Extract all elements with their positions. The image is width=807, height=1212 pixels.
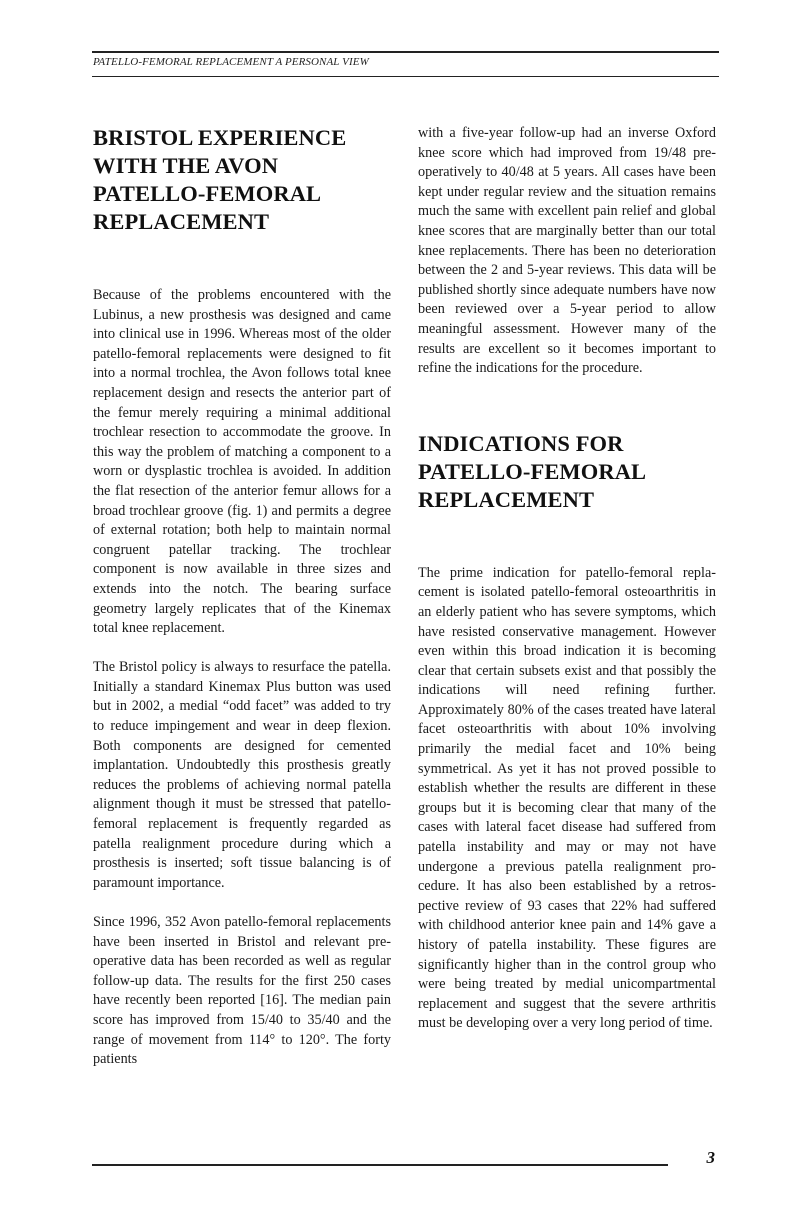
body-paragraph-continued: with a five-year follow-up had an inverse Oxford knee score which had improved from 19/48 pre-operatively to 40/48 at 5 years. All cases have been kept under regular review and the situation remains much the same with excellent pain relief and global knee scores that are marginally better than our total knee replacements. There has been no deterioration between the 2 and 5-year reviews. This data will be published shortly since adequate numbers have now been reviewed over a 5-year period to allow meaningful assessment. However many of the results are excellent so it becomes important to refine the indications for the procedure. bbox=[418, 125, 716, 377]
body-paragraph: Since 1996, 352 Avon patello-femoral replacements have been inserted in Bristol and relevant pre-operative data has been recorded as well as regular follow-up data. The results for the first 250 cases have recently been reported [16]. The median pain score has improved from 15/40 to 35/40 and the range of movement from 114° to 120°. The forty patients bbox=[93, 914, 391, 1068]
body-paragraph: The prime indication for patello-femoral replacement is isolated patello-femoral osteoarthritis in an elderly patient who has severe symptoms, which have resisted conservative management. However even within this broad indication it is becoming clear that certain subsets exist and that possibly the indications will need refining further. Approximately 80% of the cases treated have lateral facet osteoarthritis with about 10% involving primarily the medial facet and 10% being symmetrical. As yet it has not proved possible to establish whether the results are different in these groups but it is becoming clear that many of the cases with lateral facet disease had suffered from patella instability and may or may not have undergone a previous patella realignment procedure. It has also been established by a retrospective review of 93 cases that 22% had suffered with childhood anterior knee pain and 14% gave a history of patella instability. These figures are significantly higher than in the control group who were being treated by medial unicompartmental replacement and suggest that the severe arthritis must be developing over a very long period of time. bbox=[418, 564, 716, 1032]
footer-rule bbox=[92, 1164, 668, 1166]
header-bottom-rule bbox=[92, 76, 719, 77]
section-heading-indications: INDICATIONS FOR PATELLO-FEMORAL REPLACEMENT bbox=[418, 430, 645, 512]
section-heading-bristol: BRISTOL EXPERIENCE WITH THE AVON PATELLO-FEMORAL REPLACEMENT bbox=[93, 125, 347, 234]
header-top-rule bbox=[92, 51, 719, 53]
running-head: PATELLO-FEMORAL REPLACEMENT A PERSONAL VIEW bbox=[93, 56, 369, 68]
page-number: 3 bbox=[706, 1148, 715, 1167]
body-paragraph: Because of the problems encountered with the Lubinus, a new prosthesis was designed and came into clinical use in 1996. Whereas most of the older patello-femoral replacements were designed to fit into a normal trochlea, the Avon follows total knee replacement design and resects the anterior part of the femur merely requiring a minimal additional trochlear resection to accommodate the groove. In this way the problem of matching a component to a worn or dysplastic trochlea is avoided. In addition the flat resection of the anterior femur allows for a broad trochlear groove (fig. 1) and permits a degree of external rotation; both help to maintain normal congruent patellar tracking. The trochlear component is now available in three sizes and extends into the notch. The bearing surface geometry largely replicates that of the Kinemax total knee replacement. bbox=[93, 287, 391, 637]
left-column bbox=[93, 124, 391, 1070]
body-paragraph: The Bristol policy is always to resurface the patella. Initially a standard Kinemax Plus button was used but in 2002, a medial “odd facet” was added to try to reduce impingement and wear in deep flexion. Both components are designed for cemented implantation. Undoubtedly this prosthesis greatly reduces the problems of achieving normal patella alignment though it must be stressed that patello-femoral replacement is frequently regarded as patella realignment procedure during which a prosthesis is inserted; soft tissue balancing is of paramount importance. bbox=[93, 659, 391, 891]
right-column bbox=[418, 124, 716, 1034]
